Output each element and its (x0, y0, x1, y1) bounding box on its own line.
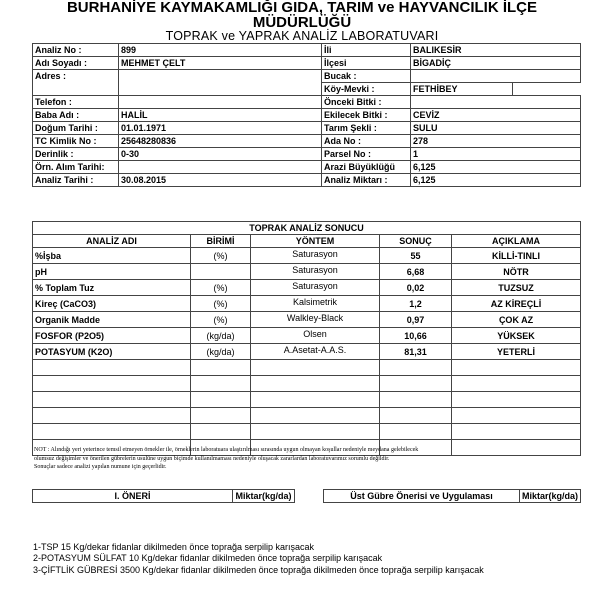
birimi-cell: (%) (191, 280, 251, 296)
aciklama-cell: NÖTR (452, 264, 581, 280)
onceki-bitki-value (411, 96, 581, 109)
il-value: BALIKESİR (411, 44, 581, 57)
tarim-sekli-label: Tarım Şekli : (322, 122, 411, 135)
analiz-adi-cell: FOSFOR (P2O5) (33, 328, 191, 344)
table-row (33, 296, 581, 312)
ekilecek-bitki-label: Ekilecek Bitki : (322, 109, 411, 122)
baba-adi-label: Baba Adı : (33, 109, 119, 122)
yontem-cell: Saturasyon (251, 248, 380, 264)
recommendation-item: 3-ÇİFTLİK GÜBRESİ 3500 Kg/dekar fidanlar dikilmeden önce toprağa dikilmeden önce toprağa serpilip karışacak (33, 565, 484, 575)
recommendation-item: 1-TSP 15 Kg/dekar fidanlar dikilmeden önce toprağa serpilip karışacak (33, 542, 314, 552)
derinlik-label: Derinlik : (33, 148, 119, 161)
onceki-bitki-label: Önceki Bitki : (322, 96, 411, 109)
table-row (33, 328, 581, 344)
info-table (32, 43, 581, 187)
miktar-header-2: Miktar(kg/da) (519, 489, 581, 503)
recommendation-item: 2-POTASYUM SÜLFAT 10 Kg/dekar fidanlar dikilmeden önce toprağa serpilip karışacak (33, 553, 383, 563)
aciklama-cell: TUZSUZ (452, 280, 581, 296)
sonuc-cell: 10,66 (380, 328, 452, 344)
birimi-cell (191, 264, 251, 280)
bucak-label: Bucak : (322, 70, 411, 83)
aciklama-cell: AZ KİREÇLİ (452, 296, 581, 312)
col-header-sonuc: SONUÇ (380, 235, 452, 248)
table-row-empty (33, 408, 581, 424)
tarim-sekli-value: SULU (411, 122, 581, 135)
yontem-cell: Saturasyon (251, 264, 380, 280)
parsel-no-value: 1 (411, 148, 581, 161)
koy-mevki-spacer (513, 83, 581, 96)
birimi-cell: (kg/da) (191, 328, 251, 344)
sonuc-cell: 0,97 (380, 312, 452, 328)
aciklama-cell: KİLLİ-TINLI (452, 248, 581, 264)
analiz-miktari-value: 6,125 (411, 174, 581, 187)
analiz-adi-cell: Organik Madde (33, 312, 191, 328)
table-row (33, 280, 581, 296)
yontem-cell: Walkley-Black (251, 312, 380, 328)
ada-no-label: Ada No : (322, 135, 411, 148)
i-oneri-header: I. ÖNERİ (32, 489, 233, 503)
analiz-no-label: Analiz No : (33, 44, 119, 57)
miktar-header-1: Miktar(kg/da) (232, 489, 295, 503)
il-label: İli (322, 44, 411, 57)
soil-analysis-table (32, 221, 581, 456)
note-line-2: olumsuz değişimler ve önerilen gübrelerin usulüne uygun biçimde kullanılmaması nedeniyle oluşacak zararlardan laboratuvarımız sorumlu değildir. (34, 455, 390, 462)
col-header-birimi: BİRİMİ (191, 235, 251, 248)
sonuc-cell: 81,31 (380, 344, 452, 360)
yontem-cell: Olsen (251, 328, 380, 344)
telefon-label: Telefon : (33, 96, 119, 109)
yontem-cell: A.Asetat-A.A.S. (251, 344, 380, 360)
table-row-empty (33, 392, 581, 408)
analiz-tarihi-value: 30.08.2015 (119, 174, 322, 187)
sonuc-cell: 6,68 (380, 264, 452, 280)
header-subtitle: TOPRAK ve YAPRAK ANALİZ LABORATUVARI (165, 29, 439, 43)
col-header-aciklama: AÇIKLAMA (452, 235, 581, 248)
analiz-adi-cell: Kireç (CaCO3) (33, 296, 191, 312)
arazi-buyuklugu-label: Arazi Büyüklüğü (322, 161, 411, 174)
analiz-adi-cell: pH (33, 264, 191, 280)
koy-mevki-label: Köy-Mevki : (322, 83, 411, 96)
sonuc-cell: 0,02 (380, 280, 452, 296)
birimi-cell: (%) (191, 248, 251, 264)
table-row (33, 312, 581, 328)
parsel-no-label: Parsel No : (322, 148, 411, 161)
tc-kimlik-value: 25648280836 (119, 135, 322, 148)
note-line-1: NOT : Alındığı yeri yeterince temsil etmeyen örnekler ile, örneklerin laboratuara ulaştırılması sırasında uygun olmayan koşullar nedeniyle meydana gelebilecek (34, 447, 419, 453)
table-row-empty (33, 376, 581, 392)
analiz-adi-cell: %İşba (33, 248, 191, 264)
ilcesi-value: BİGADİÇ (411, 57, 581, 70)
header-title-line1: BURHANİYE KAYMAKAMLIĞI GIDA, TARIM ve HAYVANCILIK İLÇE (66, 0, 538, 16)
dogum-tarihi-label: Doğum Tarihi : (33, 122, 119, 135)
adi-soyadi-value: MEHMET ÇELT (119, 57, 322, 70)
dogum-tarihi-value: 01.01.1971 (119, 122, 322, 135)
ilcesi-label: İlçesi (322, 57, 411, 70)
soil-table-title: TOPRAK ANALİZ SONUCU (33, 222, 581, 235)
analiz-tarihi-label: Analiz Tarihi : (33, 174, 119, 187)
table-row (33, 248, 581, 264)
birimi-cell: (kg/da) (191, 344, 251, 360)
birimi-cell: (%) (191, 312, 251, 328)
analiz-adi-cell: % Toplam Tuz (33, 280, 191, 296)
col-header-yontem: YÖNTEM (251, 235, 380, 248)
table-row (33, 264, 581, 280)
table-row-empty (33, 360, 581, 376)
aciklama-cell: YETERLİ (452, 344, 581, 360)
arazi-buyuklugu-value: 6,125 (411, 161, 581, 174)
yontem-cell: Saturasyon (251, 280, 380, 296)
adres-label: Adres : (33, 70, 119, 96)
note-line-3: Sonuçlar sadece analizi yapılan numune için geçerlidir. (34, 464, 167, 470)
aciklama-cell: YÜKSEK (452, 328, 581, 344)
disclaimer-note (34, 446, 579, 472)
adres-value (119, 70, 322, 96)
koy-mevki-value: FETHİBEY (411, 83, 513, 96)
col-header-analiz-adi: ANALİZ ADI (33, 235, 191, 248)
analiz-miktari-label: Analiz Miktarı : (322, 174, 411, 187)
header-title-line2: MÜDÜRLÜĞÜ (252, 14, 352, 31)
table-row (33, 344, 581, 360)
sonuc-cell: 55 (380, 248, 452, 264)
table-row-empty (33, 424, 581, 440)
adi-soyadi-label: Adı Soyadı : (33, 57, 119, 70)
tc-kimlik-label: TC Kimlik No : (33, 135, 119, 148)
yontem-cell: Kalsimetrik (251, 296, 380, 312)
derinlik-value: 0-30 (119, 148, 322, 161)
telefon-value (119, 96, 322, 109)
analiz-no-value: 899 (119, 44, 322, 57)
analiz-adi-cell: POTASYUM (K2O) (33, 344, 191, 360)
ornek-alim-label: Örn. Alım Tarihi: (33, 161, 119, 174)
ada-no-value: 278 (411, 135, 581, 148)
ekilecek-bitki-value: CEVİZ (411, 109, 581, 122)
ust-gubre-header: Üst Gübre Önerisi ve Uygulaması (323, 489, 520, 503)
bucak-value (411, 70, 581, 83)
sonuc-cell: 1,2 (380, 296, 452, 312)
aciklama-cell: ÇOK AZ (452, 312, 581, 328)
ornek-alim-value (119, 161, 322, 174)
birimi-cell: (%) (191, 296, 251, 312)
baba-adi-value: HALİL (119, 109, 322, 122)
